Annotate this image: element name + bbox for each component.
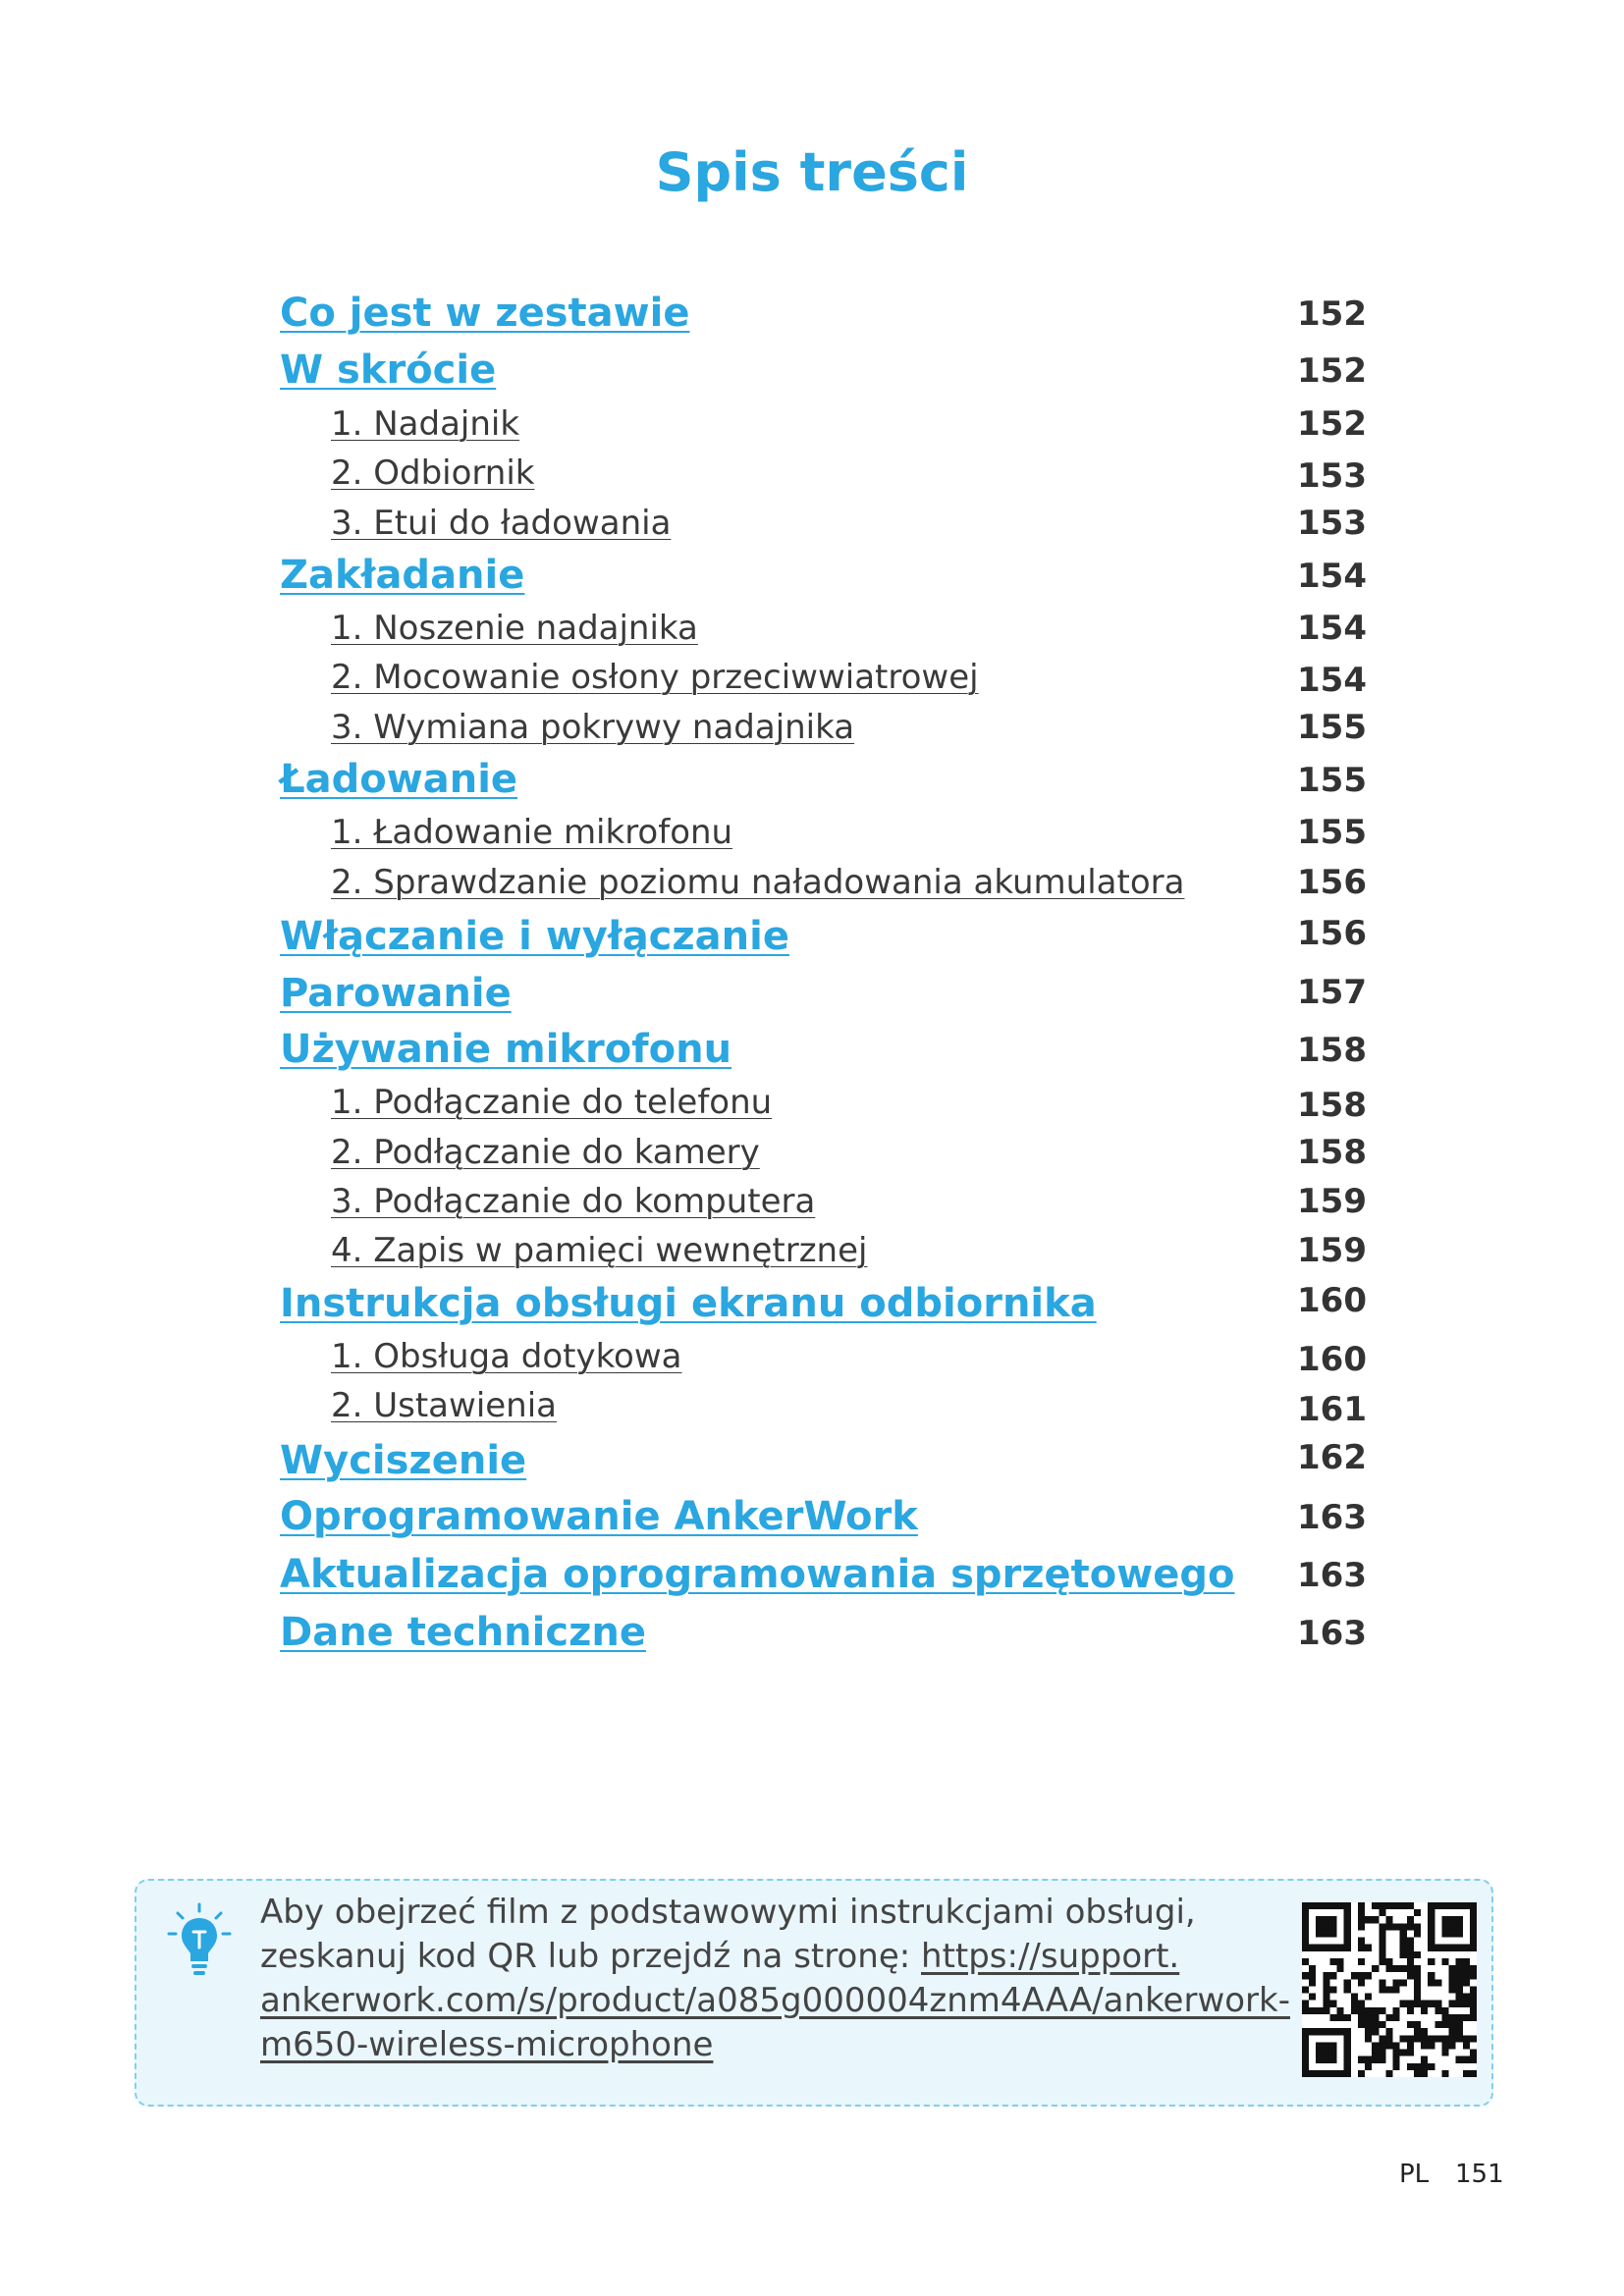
toc-link[interactable]: 2. Sprawdzanie poziomu naładowania akumulatora <box>331 863 1185 902</box>
toc-link[interactable]: Oprogramowanie AnkerWork <box>280 1494 918 1539</box>
toc-page-number: 158 <box>1297 1031 1367 1070</box>
toc-page-number: 160 <box>1297 1281 1367 1320</box>
toc-page-number: 154 <box>1297 557 1367 596</box>
toc-page-number: 162 <box>1297 1438 1367 1477</box>
toc-page-number: 163 <box>1297 1614 1367 1653</box>
toc-page-number: 152 <box>1297 404 1367 444</box>
toc-page-number: 157 <box>1297 973 1367 1012</box>
lightbulb-icon <box>165 1902 234 1981</box>
toc-page-number: 155 <box>1297 708 1367 747</box>
toc-link[interactable]: 1. Ładowanie mikrofonu <box>331 813 733 852</box>
toc-page-number: 154 <box>1297 661 1367 700</box>
toc-page-number: 154 <box>1297 609 1367 648</box>
toc-page-number: 153 <box>1297 456 1367 496</box>
tip-line-text: zeskanuj kod QR lub przejdź na stronę: <box>260 1937 922 1976</box>
toc-link[interactable]: Aktualizacja oprogramowania sprzętowego <box>280 1552 1235 1597</box>
support-link[interactable]: https://support. <box>921 1937 1180 1976</box>
toc-page-number: 160 <box>1297 1340 1367 1379</box>
tip-text <box>260 1891 1290 2067</box>
tip-line <box>260 1935 1281 1979</box>
toc-link[interactable]: Włączanie i wyłączanie <box>280 914 789 959</box>
toc-link[interactable]: 2. Ustawienia <box>331 1386 558 1425</box>
toc-link[interactable]: 2. Podłączanie do kamery <box>331 1133 760 1172</box>
qr-code[interactable] <box>1302 1902 1477 2077</box>
toc-link[interactable]: 1. Obsługa dotykowa <box>331 1337 682 1376</box>
toc-link[interactable]: 3. Wymiana pokrywy nadajnika <box>331 708 855 747</box>
toc-page-number: 161 <box>1297 1390 1367 1429</box>
support-link[interactable]: m650-wireless-microphone <box>260 2025 714 2064</box>
toc-link[interactable]: Parowanie <box>280 971 512 1016</box>
toc-link[interactable]: 2. Mocowanie osłony przeciwwiatrowej <box>331 658 979 697</box>
toc-page-number: 159 <box>1297 1182 1367 1221</box>
toc-link[interactable]: Wyciszenie <box>280 1438 527 1483</box>
toc-link[interactable]: 3. Podłączanie do komputera <box>331 1182 816 1221</box>
toc-link[interactable]: W skrócie <box>280 347 497 393</box>
toc-page-number: 155 <box>1297 813 1367 852</box>
toc-link[interactable]: 2. Odbiornik <box>331 454 535 493</box>
toc-page-number: 152 <box>1297 351 1367 391</box>
toc-page-number: 156 <box>1297 914 1367 953</box>
toc-link[interactable]: Co jest w zestawie <box>280 291 690 336</box>
toc-link[interactable]: 1. Nadajnik <box>331 404 520 444</box>
toc-page-number: 158 <box>1297 1133 1367 1172</box>
toc-page-number: 158 <box>1297 1086 1367 1125</box>
support-link[interactable]: ankerwork.com/s/product/a085g000004znm4AAA/ankerwork- <box>260 1981 1290 2020</box>
toc-link[interactable]: 4. Zapis w pamięci wewnętrznej <box>331 1231 868 1270</box>
toc-page-number: 152 <box>1297 294 1367 334</box>
page-title: Spis treści <box>655 141 969 203</box>
toc-link[interactable]: Używanie mikrofonu <box>280 1027 732 1072</box>
toc-link[interactable]: Instrukcja obsługi ekranu odbiornika <box>280 1281 1097 1326</box>
toc-page-number: 163 <box>1297 1498 1367 1537</box>
footer-page-number: 151 <box>1455 2160 1504 2189</box>
toc-link[interactable]: 3. Etui do ładowania <box>331 504 672 543</box>
toc-page-number: 153 <box>1297 504 1367 543</box>
toc-link[interactable]: Dane techniczne <box>280 1610 646 1655</box>
toc-link[interactable]: Ładowanie <box>280 757 518 802</box>
toc-link[interactable]: 1. Noszenie nadajnika <box>331 609 698 648</box>
footer-language: PL <box>1399 2160 1430 2189</box>
toc-page-number: 163 <box>1297 1556 1367 1595</box>
toc-page-number: 156 <box>1297 863 1367 902</box>
toc-page-number: 155 <box>1297 761 1367 800</box>
toc-link[interactable]: Zakładanie <box>280 553 525 598</box>
toc-link[interactable]: 1. Podłączanie do telefonu <box>331 1083 773 1122</box>
tip-line: Aby obejrzeć film z podstawowymi instrukcjami obsługi, <box>260 1893 1196 1932</box>
toc-page-number: 159 <box>1297 1231 1367 1270</box>
